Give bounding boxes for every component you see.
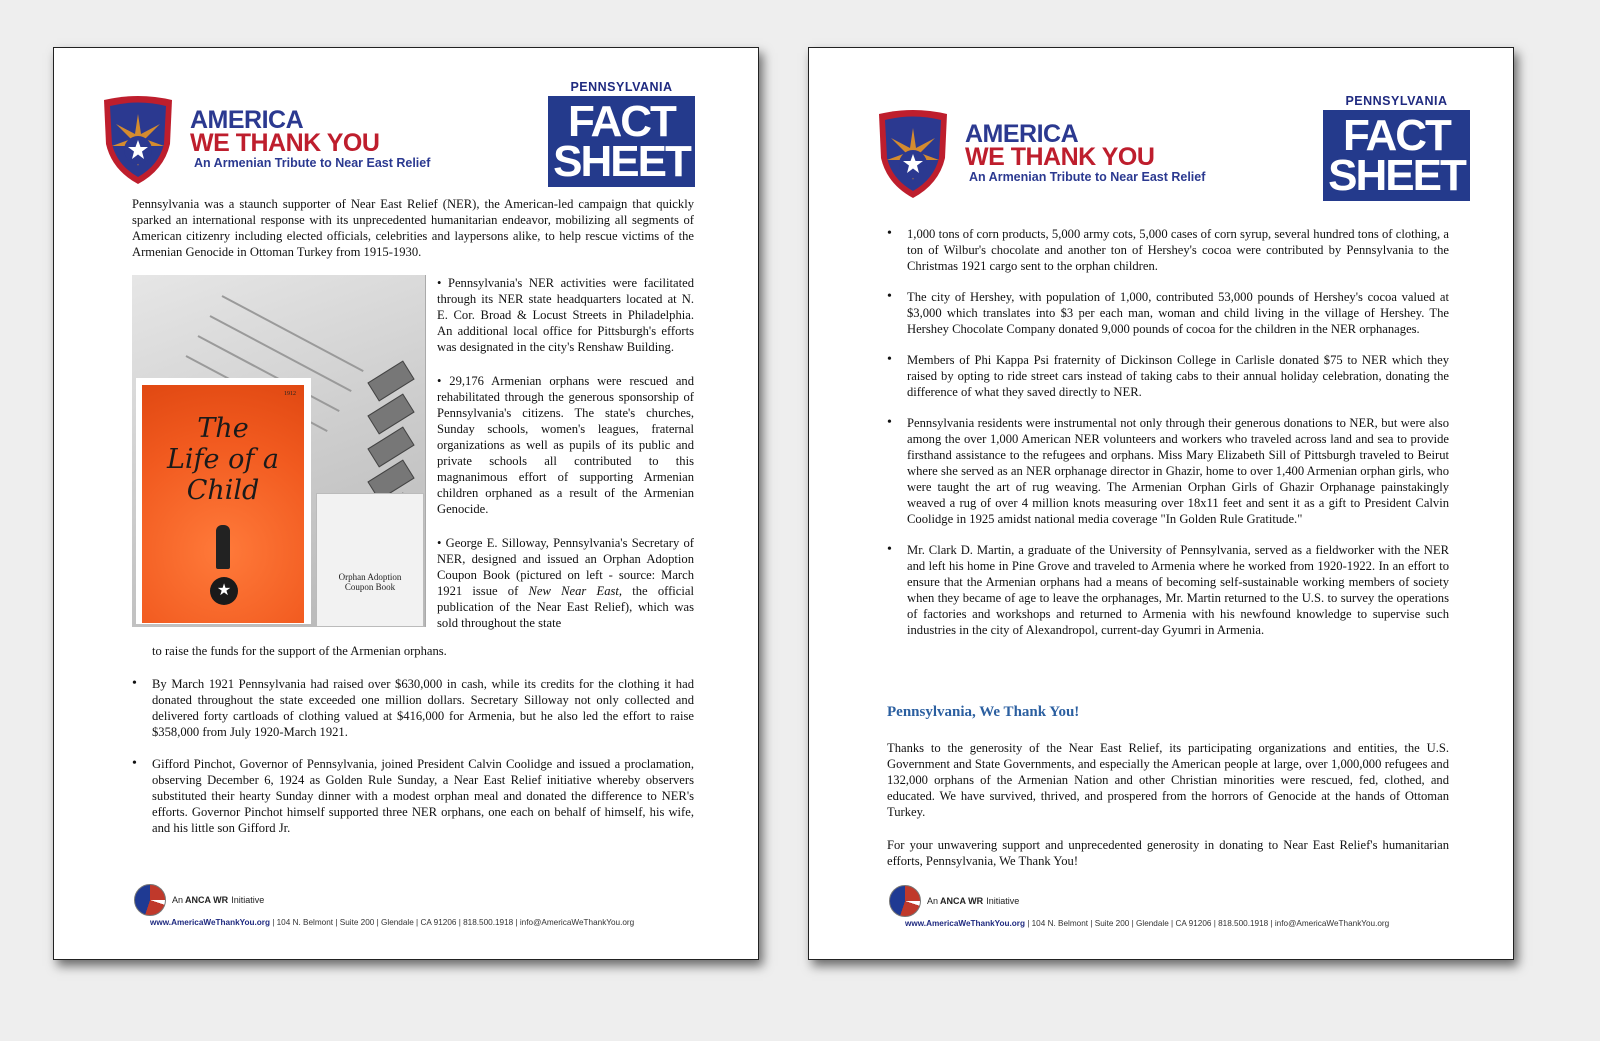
america-we-thank-you-logo — [875, 108, 1205, 200]
fact-sheet-badge — [1323, 94, 1470, 201]
america-we-thank-you-logo — [100, 94, 430, 186]
bullet-hershey: • The city of Hershey, with population of 1,000, contributed 53,000 pounds of Hershey's cocoa valued at $3,000 which translates into $3 per each man, woman and child living in the village of Hershey. The Hershey Chocolate Company donated 9,000 pounds of cocoa for the children in the NER orphanages. — [887, 289, 1449, 337]
bullet-march-1921: • By March 1921 Pennsylvania had raised over $630,000 in cash, while its credits for the clothing it had donated throughout the state exceeded one million dollars. Secretary Silloway not only collected and delivered forty cartloads of clothing valued at $416,000 for Armenia, but he also led the effort to raise $358,000 from July 1920-March 1921. — [132, 676, 694, 740]
bullet-mary-elizabeth-sill: • Pennsylvania residents were instrumental not only through their generous donations to NER, but were also among the over 1,000 American NER volunteers and workers who traveled across land and sea to provide firsthand assistance to the refugees and orphans. Miss Mary Elizabeth Sill of Pittsburgh traveled to Beirut where she served as an NER orphanage director in Ghazir, home to over 1,400 Armenian orphan girls, who were taught the art of rug weaving. The Armenian Orphan Girls of Ghazir Orphanage painstakingly weaved a rug of over 4 million knots measuring over 18x11 feet and sent it as a gift to President Calvin Coolidge in 1925 amidst national media coverage "In Golden Rule Gratitude." — [887, 415, 1449, 527]
logo-line-america: AMERICA — [965, 120, 1079, 148]
footer-website-link[interactable]: www.AmericaWeThankYou.org — [150, 918, 270, 927]
side-column — [437, 275, 694, 631]
fact-word: FACT — [568, 96, 675, 146]
life-of-a-child-book-cover — [136, 378, 311, 624]
bullet-phi-kappa-psi: • Members of Phi Kappa Psi fraternity of Dickinson College in Carlisle donated $75 to NER which they raised by opting to ride street cars instead of taking cabs to their annual holiday celebration, donating the difference of what they saved directly to NER. — [887, 352, 1449, 400]
star-emblem-icon: ★ — [210, 577, 238, 605]
fact-sheet-box — [1323, 110, 1470, 201]
side-bullet-headquarters: • Pennsylvania's NER activities were facilitated through its NER state headquarters located at N. E. Cor. Broad & Locust Streets in Philadelphia. An additional local office for Pittsburgh's efforts was designated in the city's Renshaw Building. — [437, 276, 694, 354]
logo-tagline: An Armenian Tribute to Near East Relief — [969, 170, 1206, 184]
thank-you-heading: Pennsylvania, We Thank You! — [887, 704, 1080, 720]
footer-contact: www.AmericaWeThankYou.org | 104 N. Belmont | Suite 200 | Glendale | CA 91206 | 818.500.1918 | info@AmericaWeThankYou.org — [905, 919, 1390, 928]
fact-sheet-state: PENNSYLVANIA — [1345, 94, 1448, 108]
shield-star-icon — [875, 108, 951, 200]
anca-initiative: An ANCA WR Initiative — [134, 884, 264, 916]
shield-star-icon — [100, 94, 176, 186]
page1-bullet-list — [132, 676, 694, 852]
thank-you-paragraph-2: For your unwavering support and unprecedented generosity in donating to Near East Relief's humanitarian efforts, Pennsylvania, We Thank You! — [887, 838, 1449, 868]
footer — [134, 884, 264, 916]
sheet-word: SHEET — [553, 136, 690, 186]
logo-line-we-thank-you: WE THANK YOU — [190, 129, 380, 157]
sheet-word: SHEET — [1328, 150, 1465, 200]
side-bullet-silloway: • George E. Silloway, Pennsylvania's Secretary of NER, designed and issued an Orphan Adoption Coupon Book (pictured on left - source: March 1921 issue of New Near East, the official publication of the Near East Relief), which was sold throughout the state — [437, 536, 694, 630]
bullet-clark-martin: • Mr. Clark D. Martin, a graduate of the University of Pennsylvania, served as a fieldworker with the NER and left his home in Pine Grove and traveled to Armenia where he worked from 1920-1922. In an effort to ensure that the Armenian orphans had a means of becoming self-sustainable working members of society when they became of age to leave the orphanages, Mr. Martin returned to the U.S. to survey the operations of factories and workshops and returned to Armenia with his newfound knowledge to supervise such industries in the city of Alexandropol, current-day Gyumri in Armenia. — [887, 542, 1449, 638]
bullet-gifford-pinchot: • Gifford Pinchot, Governor of Pennsylvania, joined President Calvin Coolidge and issued a proclamation, observing December 6, 1924 as Golden Rule Sunday, a Near East Relief initiative whereby observers substituted their hearty Sunday dinner with a modest orphan meal and donated the difference to NER's efforts. Governor Pinchot himself supported three NER orphans, one each on behalf of himself, his wife, and his little son Gifford Jr. — [132, 756, 694, 836]
book-title: The Life of a Child — [166, 413, 280, 506]
thank-you-paragraph-1: Thanks to the generosity of the Near East Relief, its participating organizations and entities, the U.S. Government and State Governments, and especially the American people at large, over 1,000,000 refugees and 132,000 orphans of the Armenian Nation and other Christian minorities were rescued, fed, clothed, and educated. We have survived, thrived, and prospered from the horrors of Genocide at the hands of Ottoman Turkey. — [887, 741, 1449, 819]
fact-sheet-box — [548, 96, 695, 187]
anca-flag-icon — [134, 884, 166, 916]
fact-sheet-page-1 — [53, 47, 759, 960]
fact-sheet-page-2 — [808, 47, 1514, 960]
coupon-book-photo — [132, 275, 426, 627]
fact-sheet-state: PENNSYLVANIA — [570, 80, 673, 94]
bullet-christmas-cargo: • 1,000 tons of corn products, 5,000 army cots, 5,000 cases of corn syrup, several hundred tons of clothing, a ton of Wilbur's chocolate and another ton of Hershey's cocoa were contributed by Pennsylvania to the Christmas 1921 cargo sent to the orphan children. — [887, 226, 1449, 274]
anca-flag-icon — [889, 885, 921, 917]
page2-bullet-list — [887, 226, 1449, 653]
footer-website-link[interactable]: www.AmericaWeThankYou.org — [905, 919, 1025, 928]
fact-word: FACT — [1343, 110, 1450, 160]
coupon-caption: Orphan Adoption Coupon Book — [338, 572, 402, 592]
intro-paragraph: Pennsylvania was a staunch supporter of Near East Relief (NER), the American-led campaign that quickly sparked an international response with its unprecedented humanitarian endeavor, mobilizing all segments of American citizenry including elected officials, celebrities and laypersons alike, to help rescue victims of the Armenian Genocide in Ottoman Turkey from 1915-1930. — [132, 197, 694, 259]
coupon-card — [316, 493, 424, 627]
book-year: 1912 — [284, 391, 296, 397]
child-figure — [216, 525, 230, 569]
silloway-continuation: to raise the funds for the support of the Armenian orphans. — [152, 644, 447, 658]
logo-tagline: An Armenian Tribute to Near East Relief — [194, 156, 431, 170]
logo-line-we-thank-you: WE THANK YOU — [965, 143, 1155, 171]
anca-initiative: An ANCA WR Initiative — [889, 885, 1019, 917]
footer — [889, 885, 1019, 917]
logo-line-america: AMERICA — [190, 106, 304, 134]
fact-sheet-badge — [548, 80, 695, 187]
footer-contact: www.AmericaWeThankYou.org | 104 N. Belmont | Suite 200 | Glendale | CA 91206 | 818.500.1918 | info@AmericaWeThankYou.org — [150, 918, 635, 927]
side-bullet-orphans: • 29,176 Armenian orphans were rescued and rehabilitated through the generous sponsorship of Pennsylvania's citizens. The state's churches, Sunday schools, women's leagues, fraternal organizations as well as pupils of its public and private schools all contributed to this magnanimous effort of supporting Armenian children orphaned as a result of the Armenian Genocide. — [437, 374, 694, 516]
